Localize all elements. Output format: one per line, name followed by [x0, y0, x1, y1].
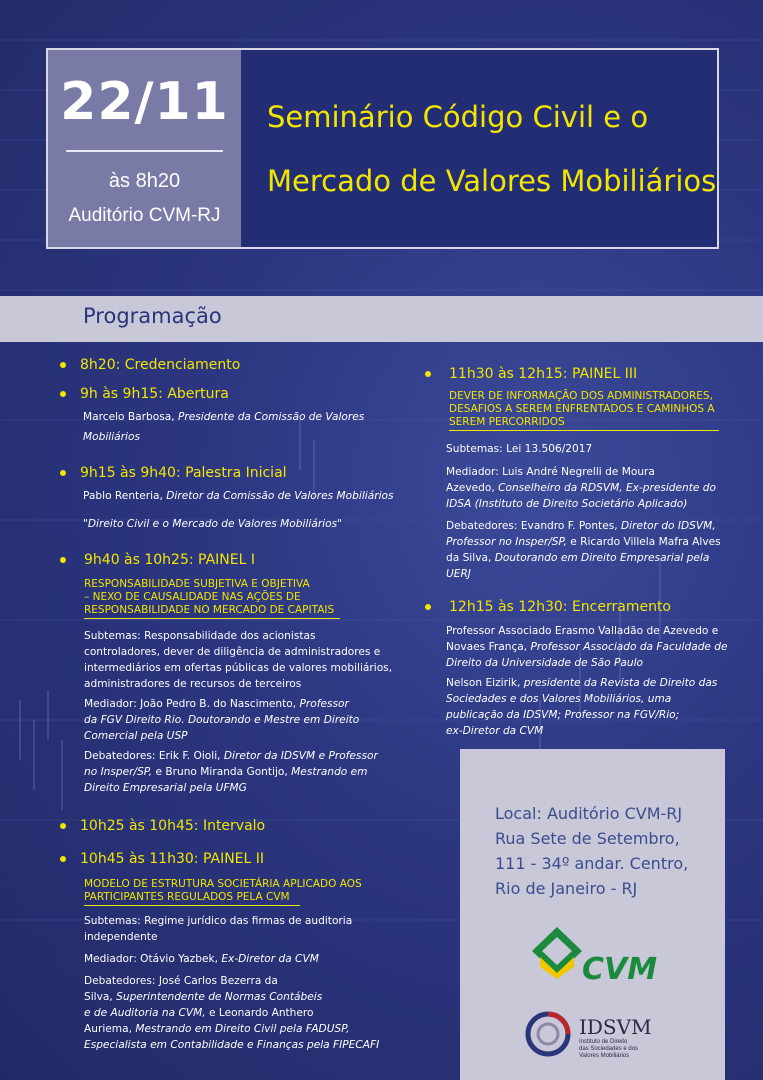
- event-venue-short: Auditório CVM-RJ: [68, 205, 221, 226]
- debater-role: UERJ: [446, 568, 471, 580]
- session-palestra-inicial: 9h15 às 9h40: Palestra Inicial: [80, 465, 287, 481]
- panel-topic-line: RESPONSABILIDADE NO MERCADO DE CAPITAIS: [84, 604, 335, 616]
- idsvm-subtitle-line: Instituto de Direito: [579, 1039, 628, 1045]
- speaker-role-cont: [446, 708, 679, 724]
- mediator-role: Comercial pela USP: [84, 730, 188, 742]
- debaters-line: [84, 1006, 314, 1022]
- debaters-line: [84, 990, 322, 1006]
- debaters-line: [446, 535, 721, 551]
- program-label: Programação: [83, 304, 222, 328]
- mediator-name: Azevedo,: [446, 482, 495, 494]
- mediator-line: Mediador: Luis André Negrelli de Moura: [446, 466, 655, 478]
- speaker-line: [446, 640, 728, 656]
- bullet-icon: [60, 823, 66, 829]
- topic-underline: [84, 905, 300, 906]
- debater-role: Direito Empresarial pela UFMG: [84, 782, 247, 794]
- debaters-line: [446, 567, 471, 583]
- event-time: às 8h20: [108, 170, 181, 192]
- subtemas-line: controladores, dever de diligência de administradores e: [84, 646, 381, 658]
- subtemas-line: intermediários em ofertas públicas de valores mobiliários,: [84, 662, 393, 674]
- idsvm-logo-text: IDSVM: [579, 1015, 652, 1039]
- bullet-icon: [60, 470, 66, 476]
- mediator-line: [446, 481, 716, 497]
- location-panel: [460, 749, 725, 1080]
- bullet-icon: [425, 371, 431, 377]
- cvm-logo-icon: [532, 927, 582, 979]
- speaker-role: Mobiliários: [83, 431, 140, 443]
- panel-topic-line: SEREM PERCORRIDOS: [449, 416, 565, 428]
- mediator-line: [84, 697, 349, 713]
- bullet-icon: [425, 604, 431, 610]
- debater-role: e de Auditoria na CVM,: [84, 1007, 206, 1019]
- session-intervalo: 10h25 às 10h45: Intervalo: [80, 818, 266, 834]
- idsvm-subtitle-line: das Sociedades e dos: [579, 1046, 639, 1052]
- mediator-role: IDSA (Instituto de Direito Societário Aplicado): [446, 498, 688, 510]
- topic-underline: [84, 618, 340, 619]
- speaker-role: Direito da Universidade de São Paulo: [446, 657, 644, 669]
- speaker-role-cont: [446, 656, 643, 672]
- panel-topic-line: – NEXO DE CAUSALIDADE NAS AÇÕES DE: [84, 591, 301, 603]
- debater-name: da Silva,: [446, 552, 492, 564]
- mediator-line: [84, 952, 319, 968]
- bullet-icon: [60, 391, 66, 397]
- idsvm-logo-subtitle: [579, 1039, 689, 1060]
- debaters-line: [84, 1022, 350, 1038]
- speaker-role-cont: [446, 692, 671, 708]
- mediator-role-cont: [84, 713, 359, 729]
- speaker-role: Professor Associado da Faculdade de: [530, 641, 728, 653]
- debaters-line: [84, 1038, 379, 1054]
- debaters-line: [84, 781, 247, 797]
- topic-underline: [449, 430, 719, 431]
- mediator-role-cont: [84, 729, 188, 745]
- speaker-name: Novaes França,: [446, 641, 528, 653]
- subtemas-line: independente: [84, 931, 158, 943]
- debater-role: Diretor da IDSVM e Professor: [223, 750, 378, 762]
- event-date: 22/11: [60, 72, 229, 132]
- speaker-name: Marcelo Barbosa,: [83, 411, 175, 423]
- session-encerramento: 12h15 às 12h30: Encerramento: [449, 599, 671, 615]
- speaker-role: publicação da IDSVM; Professor na FGV/Rio;: [446, 709, 680, 721]
- mediator-name: Mediador: João Pedro B. do Nascimento,: [84, 698, 297, 710]
- debaters-line: [446, 551, 709, 567]
- debater-role: Doutorando em Direito Empresarial pela: [494, 552, 710, 564]
- panel-topic-line: RESPONSABILIDADE SUBJETIVA E OBJETIVA: [84, 578, 310, 590]
- session-painel-1: 9h40 às 10h25: PAINEL I: [84, 552, 255, 568]
- debaters-line: [84, 749, 378, 765]
- location-line: Rua Sete de Setembro,: [495, 829, 680, 848]
- program-banner: [0, 296, 763, 342]
- subtemas-line: Subtemas: Regime jurídico das firmas de auditoria: [84, 915, 353, 927]
- mediator-role: Professor: [299, 698, 349, 710]
- speaker-role: Diretor da Comissão de Valores Mobiliários: [166, 490, 394, 502]
- debater-role: Superintendente de Normas Contábeis: [116, 991, 323, 1003]
- speaker-role: Presidente da Comissão de Valores: [177, 411, 365, 423]
- debaters-line: [84, 765, 367, 781]
- event-header: [46, 48, 719, 249]
- bullet-icon: [60, 362, 66, 368]
- location-line: Rio de Janeiro - RJ: [495, 879, 638, 898]
- debater-name: Auriema,: [84, 1023, 132, 1035]
- panel-topic-line: DESAFIOS A SEREM ENFRENTADOS E CAMINHOS A: [449, 403, 715, 415]
- panel-topic-line: DEVER DE INFORMAÇÃO DOS ADMINISTRADORES,: [449, 390, 713, 402]
- debater-name: e Leonardo Anthero: [205, 1007, 314, 1019]
- speaker-line: Professor Associado Erasmo Valladão de Azevedo e: [446, 625, 719, 637]
- mediator-role: da FGV Direito Rio. Doutorando e Mestre em Direito: [84, 714, 360, 726]
- debater-name: Debatedores: Evandro F. Pontes,: [446, 520, 618, 532]
- event-title-line2: Mercado de Valores Mobiliários: [267, 164, 717, 198]
- speaker-line: [83, 410, 364, 426]
- mediator-role: Conselheiro da RDSVM, Ex-presidente do: [498, 482, 717, 494]
- debater-name: e Bruno Miranda Gontijo,: [152, 766, 288, 778]
- mediator-role-cont: [446, 497, 687, 513]
- bullet-icon: [60, 557, 66, 563]
- session-abertura: 9h às 9h15: Abertura: [80, 386, 229, 402]
- talk-title: [83, 517, 342, 533]
- mediator-name: Mediador: Otávio Yazbek,: [84, 953, 218, 965]
- location-line: 111 - 34º andar. Centro,: [495, 854, 689, 873]
- date-panel: [48, 50, 241, 247]
- idsvm-logo-icon: [525, 1011, 571, 1057]
- speaker-role-cont: [83, 430, 140, 446]
- speaker-role: presidente da Revista de Direito das: [523, 677, 718, 689]
- debater-role: Diretor do IDSVM,: [621, 520, 716, 532]
- debater-name: e Ricardo Villela Mafra Alves: [566, 536, 721, 548]
- speaker-role-cont: [446, 724, 543, 740]
- date-divider: [66, 150, 223, 152]
- session-painel-2: 10h45 às 11h30: PAINEL II: [80, 851, 265, 867]
- speaker-line: [83, 489, 394, 505]
- debater-role: Especialista em Contabilidade e Finanças pela FIPECAFI: [84, 1039, 380, 1051]
- debater-role: Professor no Insper/SP,: [446, 536, 567, 548]
- debater-role: Mestrando em: [291, 766, 368, 778]
- debater-role: Mestrando em Direito Civil pela FADUSP,: [135, 1023, 350, 1035]
- event-title-line1: Seminário Código Civil e o: [267, 100, 649, 134]
- speaker-name: Pablo Renteria,: [83, 490, 163, 502]
- cvm-logo-text: CVM: [582, 952, 658, 987]
- speaker-role: Sociedades e dos Valores Mobiliários, uma: [446, 693, 672, 705]
- session-credenciamento: 8h20: Credenciamento: [80, 357, 241, 373]
- subtemas-line: administradores de recursos de terceiros: [84, 678, 302, 690]
- mediator-role: Ex-Diretor da CVM: [221, 953, 319, 965]
- debater-name: Debatedores: Erik F. Oioli,: [84, 750, 221, 762]
- speaker-name: Nelson Eizirik,: [446, 677, 521, 689]
- panel-topic-line: PARTICIPANTES REGULADOS PELA CVM: [84, 891, 290, 903]
- subtemas-line: Subtemas: Responsabilidade dos acionistas: [84, 630, 316, 642]
- bullet-icon: [60, 856, 66, 862]
- speaker-line: [446, 676, 717, 692]
- speaker-role: ex-Diretor da CVM: [446, 725, 544, 737]
- debaters-line: [446, 519, 716, 535]
- session-painel-3: 11h30 às 12h15: PAINEL III: [449, 366, 638, 382]
- debater-role: no Insper/SP,: [84, 766, 153, 778]
- debater-name: Silva,: [84, 991, 113, 1003]
- panel-topic-line: MODELO DE ESTRUTURA SOCIETÁRIA APLICADO AOS: [84, 878, 362, 890]
- location-line: Local: Auditório CVM-RJ: [495, 804, 683, 823]
- talk-title-text: "Direito Civil e o Mercado de Valores Mobiliários": [83, 518, 342, 530]
- debaters-line: Debatedores: José Carlos Bezerra da: [84, 975, 278, 987]
- idsvm-subtitle-line: Valores Mobiliários: [579, 1053, 630, 1059]
- subtemas-line: Subtemas: Lei 13.506/2017: [446, 443, 593, 455]
